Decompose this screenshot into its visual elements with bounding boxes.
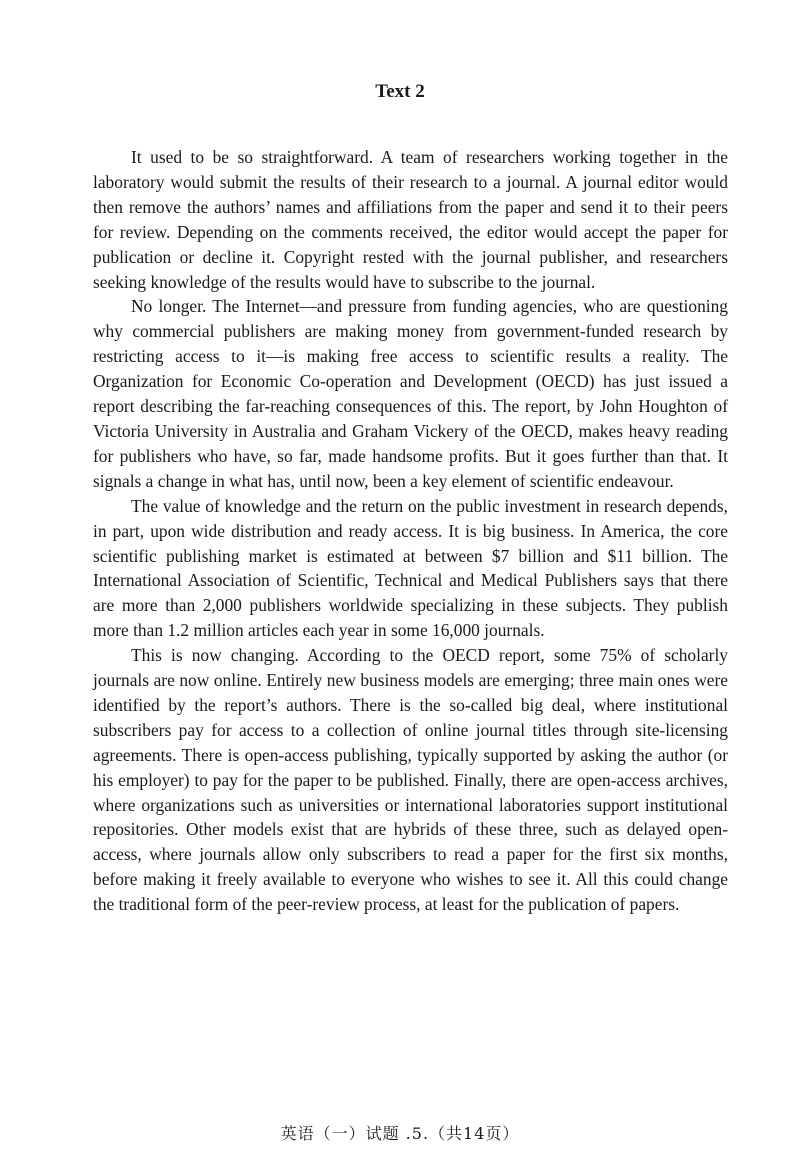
paragraph-1: It used to be so straightforward. A team of researchers working together in the laboratory would submit the results of their research to a journal. A journal editor would then remove the authors’ names and affiliations from the paper and send it to their peers for review. Depending on the comments received, the editor would accept the paper for publication or decline it. Copyright rested with the journal publisher, and researchers seeking knowledge of the results would have to subscribe to the journal. — [93, 147, 728, 292]
paragraph-3: The value of knowledge and the return on the public investment in research depends, in part, upon wide distribution and ready access. It is big business. In America, the core scientific publishing market is estimated at between $7 billion and $11 billion. The International Association of Scientific, Technical and Medical Publishers says that there are more than 2,000 publishers worldwide specializing in these subjects. They publish more than 1.2 million articles each year in some 16,000 journals. — [93, 495, 728, 641]
paragraph-4: This is now changing. According to the OECD report, some 75% of scholarly journals are now online. Entirely new business models are emerging; three main ones were identified by the report’s authors. There is the so-called big deal, where institutional subscribers pay for access to a collection of online journal titles through site-licensing agreements. There is open-access publishing, typically supported by asking the author (or his employer) to pay for the paper to be published. Finally, there are open-access archives, where organizations such as universities or international laboratories support institutional repositories. Other models exist that are hybrids of these three, such as delayed open-access, where journals allow only subscribers to read a paper for the first six months, before making it freely available to everyone who wishes to see it. All this could change the traditional form of the peer-review process, at least for the publication of papers. — [93, 645, 728, 915]
page-footer: 英语（一）试题 .5.（共14页） — [280, 1124, 520, 1143]
passage-body — [93, 145, 728, 917]
section-title: Text 2 — [375, 81, 425, 102]
paragraph-2: No longer. The Internet—and pressure from funding agencies, who are questioning why commercial publishers are making money from government-funded research by restricting access to it—is making free access to scientific results a reality. The Organization for Economic Co-operation and Development (OECD) has just issued a report describing the far-reaching consequences of this. The report, by John Houghton of Victoria University in Australia and Graham Vickery of the OECD, makes heavy reading for publishers who have, so far, made handsome profits. But it goes further than that. It signals a change in what has, until now, been a key element of scientific endeavour. — [93, 296, 728, 491]
